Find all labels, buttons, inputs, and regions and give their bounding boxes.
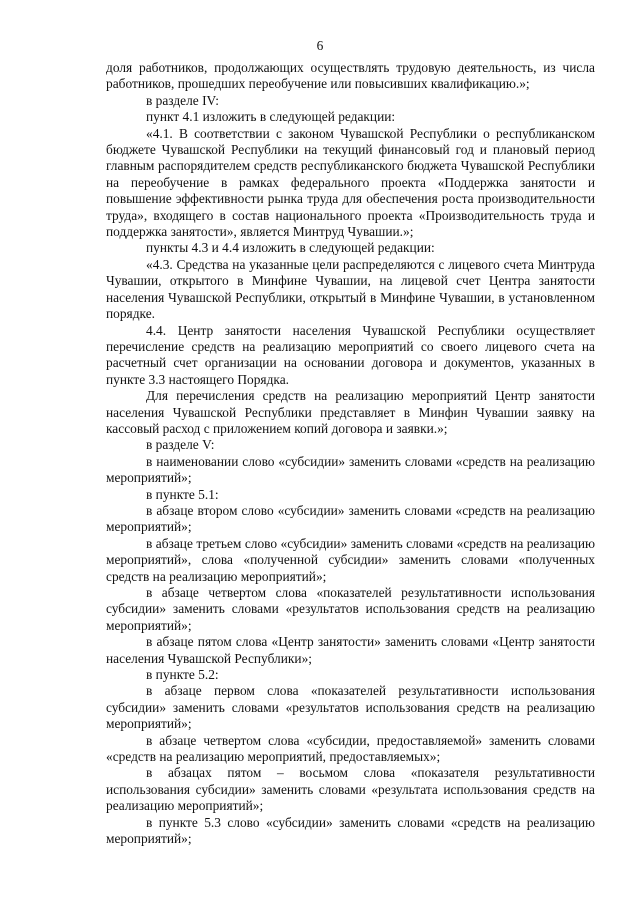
paragraph: в абзаце четвертом слова «субсидии, предоставляемой» заменить словами «средств на реализацию мероприятий, предоставляемых»; bbox=[106, 732, 595, 765]
paragraph: пункты 4.3 и 4.4 изложить в следующей редакции: bbox=[146, 240, 435, 256]
paragraph: пункт 4.1 изложить в следующей редакции: bbox=[146, 109, 396, 125]
paragraph: в пункте 5.2: bbox=[146, 667, 219, 683]
paragraph: доля работников, продолжающих осуществлять трудовую деятельность, из числа работников, прошедших переобучение или повысивших квалификацию.»; bbox=[106, 60, 595, 92]
paragraph: в пункте 5.3 слово «субсидии» заменить словами «средств на реализацию мероприятий»; bbox=[106, 814, 595, 847]
paragraph: в разделе V: bbox=[146, 437, 215, 453]
paragraph: в абзаце пятом слова «Центр занятости» заменить словами «Центр занятости населения Чувашской Республики»; bbox=[106, 634, 595, 666]
paragraph: в абзаце третьем слово «субсидии» заменить словами «средств на реализацию мероприятий», слова «полученной субсидии» заменить словами «полученных средств на реализацию мероприятий»; bbox=[106, 535, 595, 584]
paragraph: 4.4. Центр занятости населения Чувашской Республики осуществляет перечисление средств на реализацию мероприятий со своего лицевого счета на расчетный счет организации на основании договора и документов, указанных в пункте 3.3 настоящего Порядка. bbox=[106, 322, 595, 387]
paragraph: «4.1. В соответствии с законом Чувашской Республики о республиканском бюджете Чувашской Республики на текущий финансовый год и плановый период главным распорядителем средств республиканского бюджета Чувашской Республики на переобучение в рамках федерального проекта «Поддержка занятости и повышение эффективности рынка труда для обеспечения роста производительности труда», входящего в состав национального проекта «Производительность труда и поддержка занятости», является Минтруд Чувашии.»; bbox=[106, 125, 595, 240]
paragraph: в разделе IV: bbox=[146, 92, 219, 108]
page-number: 6 bbox=[316, 38, 324, 53]
paragraph: в абзаце первом слова «показателей результативности использования субсидии» заменить словами «результатов использования средств на реализацию мероприятий»; bbox=[106, 683, 595, 732]
paragraph: в абзацах пятом – восьмом слова «показателя результативности использования субсидии» заменить словами «результата использования средств на реализацию мероприятий»; bbox=[106, 765, 595, 814]
paragraph: в абзаце четвертом слова «показателей результативности использования субсидии» заменить словами «результатов использования средств на реализацию мероприятий»; bbox=[106, 585, 595, 633]
paragraph: «4.3. Средства на указанные цели распределяются с лицевого счета Минтруда Чувашии, открытого в Минфине Чувашии, на лицевой счет Центра занятости населения Чувашской Республики, открытый в Минфине Чувашии, в установленном порядке. bbox=[106, 256, 595, 322]
paragraph: в пункте 5.1: bbox=[146, 486, 219, 502]
paragraph: Для перечисления средств на реализацию мероприятий Центр занятости населения Чувашской Республики представляет в Минфин Чувашии заявку на кассовый расход с приложением копий договора и заявки.»; bbox=[106, 388, 595, 436]
paragraph: в наименовании слово «субсидии» заменить словами «средств на реализацию мероприятий»; bbox=[106, 453, 595, 486]
document-body bbox=[106, 60, 595, 848]
paragraph: в абзаце втором слово «субсидии» заменить словами «средств на реализацию мероприятий»; bbox=[106, 502, 595, 535]
